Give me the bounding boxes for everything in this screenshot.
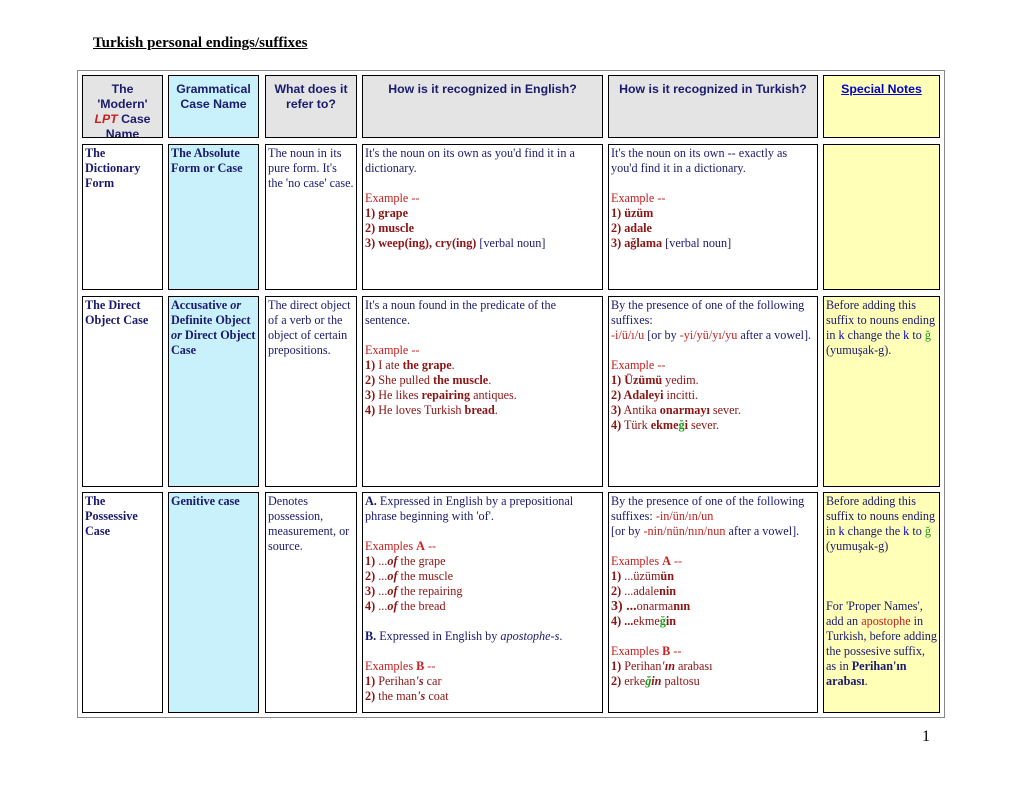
item-text: the muscle xyxy=(397,569,454,583)
row2-modern-name: The Direct Object Case xyxy=(82,296,163,487)
header-recognized-english: How is it recognized in English? xyxy=(362,75,603,138)
special-notes-label: Special Notes xyxy=(841,82,922,96)
label-letter: B xyxy=(662,644,671,658)
soft-g: ğ xyxy=(924,524,931,538)
suffix-text: [or by xyxy=(644,328,680,342)
header-what-does-it-refer-to: What does it refer to? xyxy=(265,75,357,138)
example-note: [verbal noun] xyxy=(476,236,546,250)
section-italic: apostophe-s xyxy=(500,629,560,643)
item-num: 4) ... xyxy=(611,614,634,628)
note-text: to xyxy=(909,328,925,342)
suffix-alt: -yi/yü/yı/yu xyxy=(679,328,738,342)
note-text: . xyxy=(864,674,868,688)
example-item: 2) adale xyxy=(611,221,652,235)
label-text: -- xyxy=(670,554,683,568)
item-text: antiques. xyxy=(470,388,517,402)
turkish-intro: It's the noun on its own -- exactly as you'd find it in a dictionary. xyxy=(611,146,788,175)
item-num: 3) xyxy=(365,388,376,402)
example-item xyxy=(611,584,815,599)
example-item xyxy=(611,236,815,251)
row1-refer: The noun in its pure form. It's the 'no case' case. xyxy=(265,144,357,290)
item-highlight: Adaleyi xyxy=(621,388,664,402)
item-highlight: bread xyxy=(464,403,495,417)
row1-english xyxy=(362,144,603,290)
item-highlight: nın xyxy=(673,599,691,613)
example-item xyxy=(365,569,600,584)
suffix-text: after a vowel]. xyxy=(737,328,812,342)
item-highlight: 'ın xyxy=(661,659,675,673)
example-item xyxy=(611,674,815,689)
examples-b-label xyxy=(365,659,600,674)
case-name-text: Accusative xyxy=(171,298,231,312)
item-num: 1) xyxy=(365,674,376,688)
example-label: Example -- xyxy=(611,358,666,372)
example-item: 1) grape xyxy=(365,206,408,220)
item-num: 1) xyxy=(365,554,376,568)
header-text: 'Modern' xyxy=(97,97,148,111)
row3-grammatical-name: Genitive case xyxy=(168,492,259,713)
note-proper-names xyxy=(826,599,937,689)
header-special-notes xyxy=(823,75,940,138)
item-num: 2) xyxy=(365,569,376,583)
item-text: the bread xyxy=(397,599,446,613)
example-item xyxy=(365,388,600,403)
row1-modern-name: The Dictionary Form xyxy=(82,144,163,290)
example-item xyxy=(611,388,815,403)
note-apostophe: apostophe xyxy=(861,614,911,628)
case-name-text: Direct Object Case xyxy=(171,328,256,357)
english-intro: It's the noun on its own as you'd find it in a dictionary. xyxy=(365,146,575,175)
english-intro: It's a noun found in the predicate of the sentence. xyxy=(365,298,557,327)
label-text: Examples xyxy=(365,539,417,553)
item-highlight: of xyxy=(387,569,398,583)
item-text: arabası xyxy=(675,659,713,673)
item-highlight: of xyxy=(387,599,398,613)
example-item xyxy=(611,599,815,614)
row2-grammatical-name xyxy=(168,296,259,487)
note-letter: k xyxy=(903,524,910,538)
section-a xyxy=(365,494,600,524)
case-name-or: or xyxy=(230,298,242,312)
example-item xyxy=(611,403,815,418)
item-text: ekme xyxy=(633,614,660,628)
suffix-text: after a vowel]. xyxy=(725,524,800,538)
example-item xyxy=(611,614,815,629)
item-text: incitti. xyxy=(663,388,699,402)
example-label: Example -- xyxy=(611,191,666,205)
label-text: -- xyxy=(424,659,436,673)
item-highlight: Üzümü xyxy=(621,373,663,387)
section-text: . xyxy=(559,629,563,643)
page-number: 1 xyxy=(922,728,930,745)
item-text: ...üzüm xyxy=(621,569,661,583)
row1-grammatical-name: The Absolute Form or Case xyxy=(168,144,259,290)
label-letter: B xyxy=(416,659,425,673)
item-highlight: of xyxy=(387,554,398,568)
example-item xyxy=(365,674,600,689)
item-highlight: in xyxy=(665,614,677,628)
section-label: A. xyxy=(365,494,377,508)
note-letter: k xyxy=(838,524,845,538)
row2-refer: The direct object of a verb or the object of certain prepositions. xyxy=(265,296,357,487)
item-text: He likes xyxy=(375,388,422,402)
case-name-or: or xyxy=(171,328,182,342)
item-text: ... xyxy=(375,584,388,598)
examples-b-label xyxy=(611,644,815,659)
item-text: ... xyxy=(375,599,388,613)
item-num: 3) ... xyxy=(611,599,637,614)
header-grammatical-case-name: Grammatical Case Name xyxy=(168,75,259,138)
turkish-intro: By the presence of one of the following suffixes: xyxy=(611,298,805,327)
label-text: Examples xyxy=(611,554,663,568)
item-highlight: 's xyxy=(417,689,426,703)
item-num: 2) xyxy=(365,689,376,703)
item-text: sever. xyxy=(687,418,720,432)
item-text: Türk xyxy=(621,418,651,432)
row3-modern-name: The Possessive Case xyxy=(82,492,163,713)
item-num: 4) xyxy=(365,403,376,417)
item-text: She pulled xyxy=(375,373,434,387)
row2-notes xyxy=(823,296,940,487)
item-text: He loves Turkish xyxy=(375,403,465,417)
item-text: car xyxy=(423,674,442,688)
item-text: coat xyxy=(425,689,449,703)
header-recognized-turkish: How is it recognized in Turkish? xyxy=(608,75,818,138)
item-text: . xyxy=(451,358,455,372)
row3-turkish xyxy=(608,492,818,713)
item-highlight: in xyxy=(651,674,662,688)
item-text: Antika xyxy=(621,403,660,417)
example-item xyxy=(365,236,600,251)
section-text: Expressed in English by a prepositional phrase beginning with 'of'. xyxy=(365,494,574,523)
note-text: change the xyxy=(844,328,904,342)
example-item xyxy=(611,418,815,433)
row2-turkish xyxy=(608,296,818,487)
example-item xyxy=(365,358,600,373)
label-letter: A xyxy=(662,554,671,568)
row1-turkish xyxy=(608,144,818,290)
label-text: -- xyxy=(670,644,682,658)
note-text: in Turkish, before adding the possesive suffix, as in xyxy=(826,614,937,673)
item-text: onarma xyxy=(636,599,674,613)
section-text: Expressed in English by xyxy=(376,629,501,643)
example-label: Example -- xyxy=(365,343,420,357)
item-text: . xyxy=(494,403,498,417)
item-text: ... xyxy=(375,554,388,568)
note-text: (yumuşak-g) xyxy=(826,539,889,553)
row1-notes xyxy=(823,144,940,290)
item-num: 4) xyxy=(611,418,622,432)
item-text: ...adale xyxy=(621,584,660,598)
note-example: Perihan'ın arabası xyxy=(826,659,907,688)
item-num: 3) xyxy=(611,403,622,417)
item-highlight: 's xyxy=(415,674,424,688)
lpt-label: LPT xyxy=(94,112,118,126)
item-num: 1) xyxy=(365,358,376,372)
item-highlight: of xyxy=(387,584,398,598)
note-text: Before adding this suffix to nouns ending in xyxy=(826,494,936,538)
soft-g: ğ xyxy=(659,614,666,628)
label-text: Examples xyxy=(365,659,417,673)
example-item: 1) üzüm xyxy=(611,206,654,220)
note-text: For 'Proper Names', add an xyxy=(826,599,923,628)
header-modern-case-name xyxy=(82,75,163,138)
item-num: 3) xyxy=(365,584,376,598)
item-num: 1) xyxy=(611,373,622,387)
item-highlight: ün xyxy=(660,569,674,583)
note-text: to xyxy=(909,524,925,538)
page-title: Turkish personal endings/suffixes xyxy=(93,35,308,51)
item-text: ... xyxy=(375,569,388,583)
item-num: 2) xyxy=(611,388,622,402)
item-highlight: i xyxy=(684,418,688,432)
row2-english xyxy=(362,296,603,487)
item-num: 2) xyxy=(611,674,622,688)
examples-a-label xyxy=(611,554,815,569)
row3-english xyxy=(362,492,603,713)
suffix-main: -in/ün/ın/un xyxy=(655,509,714,523)
note-letter: k xyxy=(838,328,845,342)
item-text: paltosu xyxy=(661,674,700,688)
item-highlight: nin xyxy=(659,584,677,598)
item-text: the grape xyxy=(397,554,446,568)
item-text: the repairing xyxy=(397,584,463,598)
label-text: -- xyxy=(424,539,437,553)
item-text: Perihan xyxy=(621,659,662,673)
example-item xyxy=(365,554,600,569)
item-highlight: repairing xyxy=(421,388,471,402)
note-text: change the xyxy=(844,524,904,538)
note-text: (yumuşak-g). xyxy=(826,343,892,357)
item-text: . xyxy=(488,373,492,387)
section-b xyxy=(365,629,600,644)
intro-text: By the presence of one of the following suffixes: xyxy=(611,494,805,523)
note-text: Before adding this suffix to nouns ending in xyxy=(826,298,936,342)
suffix-line xyxy=(611,328,815,343)
example-item: 2) muscle xyxy=(365,221,415,235)
example-item xyxy=(611,373,815,388)
example-item xyxy=(365,403,600,418)
header-text: Case xyxy=(117,112,151,126)
item-text: Perihan xyxy=(375,674,416,688)
row3-notes xyxy=(823,492,940,713)
item-num: 4) xyxy=(365,599,376,613)
item-highlight: ekme xyxy=(650,418,679,432)
example-item xyxy=(365,599,600,614)
soft-g: ğ xyxy=(924,328,931,342)
item-highlight: onarmayı xyxy=(659,403,710,417)
note-soft-g xyxy=(826,494,937,554)
examples-a-label xyxy=(365,539,600,554)
header-text xyxy=(85,112,160,127)
item-text: erke xyxy=(621,674,646,688)
example-item xyxy=(365,584,600,599)
note-letter: k xyxy=(903,328,910,342)
suffix-main: -i/ü/ı/u xyxy=(611,328,645,342)
soft-g: ğ xyxy=(678,418,685,432)
item-text: I ate xyxy=(375,358,403,372)
suffix-text: [or by xyxy=(611,524,644,538)
suffix-alt: -nin/nün/nın/nun xyxy=(643,524,726,538)
header-text: Name xyxy=(105,127,140,138)
case-name-text: Definite Object xyxy=(171,313,251,327)
item-text: the man xyxy=(375,689,418,703)
label-letter: A xyxy=(416,539,425,553)
item-highlight: the muscle xyxy=(433,373,489,387)
item-num: 1) xyxy=(611,569,622,583)
item-highlight: the grape xyxy=(402,358,452,372)
item-num: 1) xyxy=(611,659,622,673)
row3-refer: Denotes possession, measurement, or source. xyxy=(265,492,357,713)
example-item xyxy=(611,659,815,674)
section-label: B. xyxy=(365,629,377,643)
item-num: 2) xyxy=(365,373,376,387)
item-text: yedim. xyxy=(662,373,699,387)
item-num: 2) xyxy=(611,584,622,598)
turkish-intro xyxy=(611,494,815,524)
example-note: [verbal noun] xyxy=(662,236,732,250)
suffix-line xyxy=(611,524,815,539)
example-label: Example -- xyxy=(365,191,420,205)
example-item xyxy=(365,373,600,388)
example-item xyxy=(365,689,600,704)
item-text: sever. xyxy=(709,403,741,417)
example-item xyxy=(611,569,815,584)
example-text: 3) ağlama xyxy=(611,236,663,250)
soft-g: ğ xyxy=(645,674,652,688)
label-text: Examples xyxy=(611,644,663,658)
header-text: The xyxy=(111,82,134,96)
example-text: 3) weep(ing), cry(ing) xyxy=(365,236,477,250)
